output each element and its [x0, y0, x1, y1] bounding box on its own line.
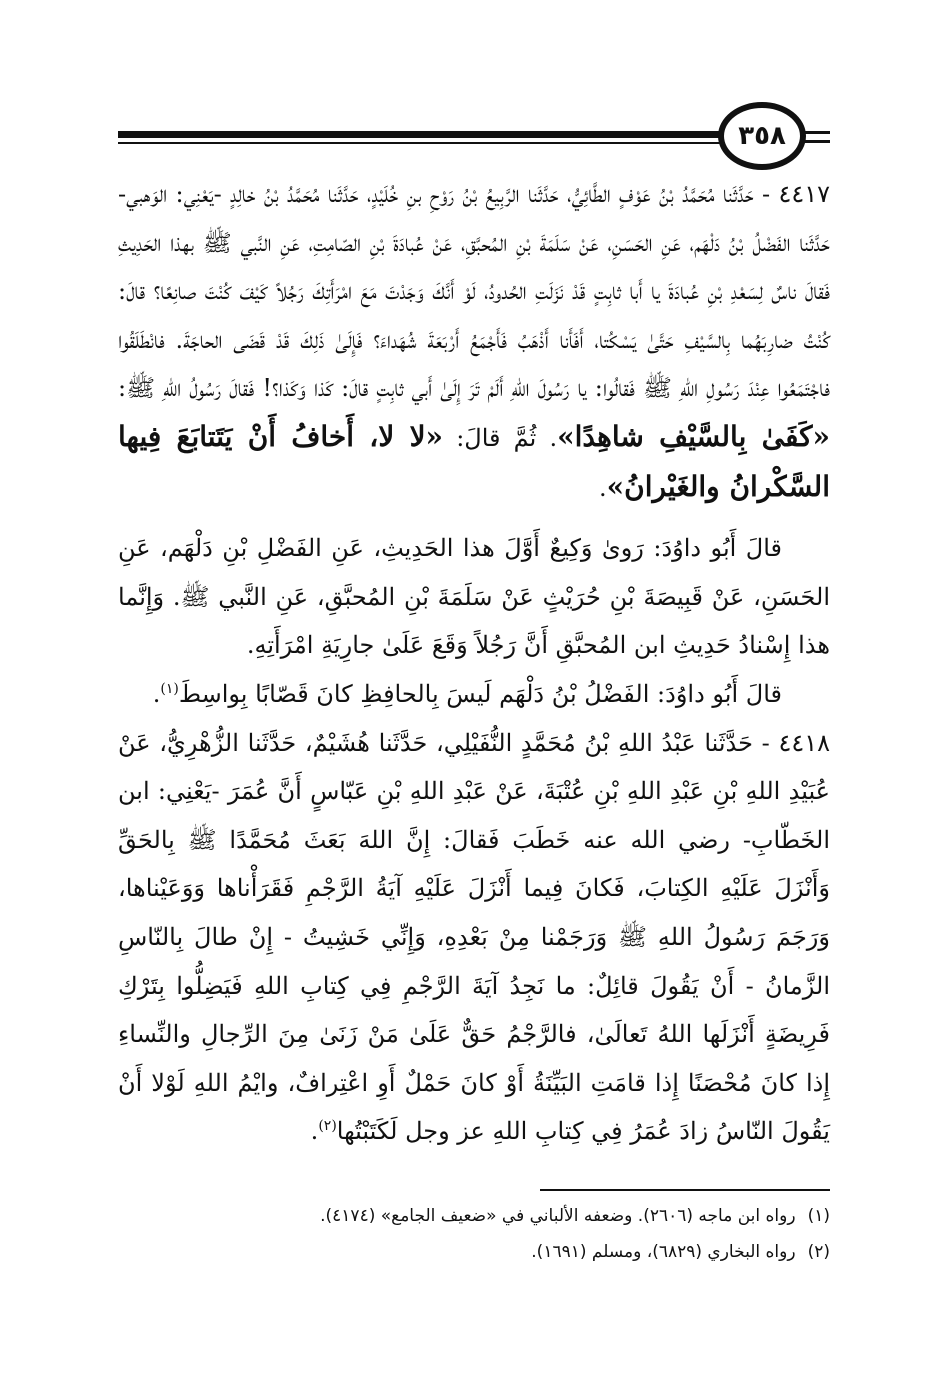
hadith-text: . ثُمَّ قالَ:	[443, 423, 558, 452]
hadith-text: - حَدَّثَنا عَبْدُ اللهِ بْنُ مُحَمَّدٍ النُّفَيْلِي، حَدَّثَنا هُشَيْمٌ، حَدَّثَنا الزُّهْرِيُّ، عَنْ عُبَيْدِ اللهِ بْنِ عَبْدِ اللهِ بْنِ عُتْبَةَ، عَنْ عَبْدِ اللهِ بْنِ عَبّاسٍ أَنَّ عُمَرَ -يَعْنِي: ابن الخَطّابِ- رضي الله عنه خَطَبَ فَقالَ: إِنَّ اللهَ بَعَثَ مُحَمَّدًا ﷺ بِالحَقِّ وَأَنْزَلَ عَلَيْهِ الكِتابَ، فَكانَ فِيما أَنْزَلَ عَلَيْهِ آيَةُ الرَّجْمِ فَقَرَأْناها وَوَعَيْناها، وَرَجَمَ رَسُولُ اللهِ ﷺ وَرَجَمْنا مِنْ بَعْدِهِ، وَإِنِّي خَشِيتُ - إِنْ طالَ بِالنّاسِ الزَّمانُ - أَنْ يَقُولَ قائِلٌ: ما نَجِدُ آيَةَ الرَّجْمِ فِي كِتابِ اللهِ فَيَضِلُّوا بِتَرْكِ فَرِيضَةٍ أَنْزَلَها اللهُ تَعالَىٰ، فالرَّجْمُ حَقٌّ عَلَىٰ مَنْ زَنَىٰ مِنَ الرِّجالِ والنِّساءِ إِذا كانَ مُحْصَنًا إِذا قامَتِ البَيِّنَةُ أَوْ كانَ حَمْلٌ أَوِ اعْتِرافٌ، وايْمُ اللهِ لَوْلا أَنْ يَقُولَ النّاسُ زادَ عُمَرُ فِي كِتابِ اللهِ عز وجل لَكَتَبْتُها	[118, 728, 830, 1146]
header-rule-stub	[802, 131, 830, 134]
hadith-number: ٤٤١٨	[778, 728, 830, 757]
footnotes	[118, 1198, 830, 1270]
footnote-ref[interactable]: (٢)	[318, 1118, 337, 1135]
hadith-number: ٤٤١٧	[778, 180, 830, 208]
footnote-separator	[540, 1189, 830, 1191]
header-rule-thick	[118, 131, 730, 138]
abu-dawud-comment	[118, 670, 830, 719]
comment-text: قالَ أَبُو داوُدَ: الفَضْلُ بْنُ دَلْهَم لَيسَ بِالحافِظِ كانَ قَصّابًا بِواسِطَ	[178, 679, 782, 708]
page-body	[118, 170, 830, 1156]
footnote-number: (٢)	[807, 1242, 830, 1262]
hadith-4418	[118, 719, 830, 1156]
prophet-quote: «لا لا، أَخافُ أَنْ يَتَتابَعَ فِيها السَّكْرانُ والغَيْرانُ»	[118, 419, 830, 503]
footnote-ref[interactable]: (١)	[160, 680, 179, 697]
page-header	[118, 96, 830, 168]
abu-dawud-comment	[118, 524, 830, 670]
hadith-text: .	[598, 473, 607, 502]
footnote-text: رواه البخاري (٦٨٢٩)، ومسلم (١٦٩١).	[531, 1242, 796, 1262]
footnote-number: (١)	[807, 1206, 830, 1226]
hadith-4417	[118, 170, 830, 512]
footnote-item	[118, 1198, 830, 1234]
comment-text: .	[152, 679, 161, 708]
hadith-text: - حَدَّثَنا مُحَمَّدُ بْنُ عَوْفٍ الطَّائِيُّ، حَدَّثَنا الرَّبِيعُ بْنُ رَوْحِ بنِ خُلَيْدٍ، حَدَّثَنا مُحَمَّدُ بْنُ خالِدٍ -يَعْنِي: الوَهبي- حَدَّثَنا الفَضْلُ بْنُ دَلْهَم، عَنِ الحَسَنِ، عَنْ سَلَمَةَ بْنِ المُحبَّقِ، عَنْ عُبادَةَ بْنِ الصّامِتِ، عَنِ النَّبي ﷺ بهذا الحَدِيثِ فَقالَ ناسٌ لِسَعْدِ بْنِ عُبادَةَ يا أَبا ثابِتٍ قَدْ نَزَلَتِ الحُدودُ، لَوْ أَنَّكَ وَجَدْتَ مَعَ امْرَأَتِكَ رَجُلاً كَيْفَ كُنْتَ صانِعًا؟ قالَ: كُنْتُ ضارِبَهُما بِالسَّيْفِ حَتَّىٰ يَسْكُتا، أَفَأَنا أَذْهَبُ فَأَجْمَعُ أَرْبَعَةَ شُهَداءَ؟ فَإِلَىٰ ذَلِكَ قَدْ قَضَى الحاجَةَ. فانْطَلَقُوا فاجْتَمَعُوا عِنْدَ رَسُولِ اللهِ ﷺ فَقالُوا: يا رَسُولَ اللهِ أَلَمْ تَرَ إِلَىٰ أَبي ثابِتٍ قالَ: كَذا وَكَذا؟! فَقالَ رَسُولُ اللهِ ﷺ:	[118, 180, 830, 403]
footnote-item	[118, 1234, 830, 1270]
page-number: ٣٥٨	[718, 102, 806, 170]
footnote-text: رواه ابن ماجه (٢٦٠٦). وضعفه الألباني في «ضعيف الجامع» (٤١٧٤).	[320, 1206, 796, 1226]
header-rule-stub	[802, 140, 830, 143]
prophet-quote: «كَفَىٰ بِالسَّيْفِ شاهِدًا»	[557, 419, 830, 453]
header-rule-thin	[118, 142, 730, 144]
comment-text: قالَ أَبُو داوُدَ: رَوىٰ وَكِيعٌ أَوَّلَ هذا الحَدِيثِ، عَنِ الفَضْلِ بْنِ دَلْهَم، عَنِ الحَسَنِ، عَنْ قَبِيصَةَ بْنِ حُرَيْثٍ عَنْ سَلَمَةَ بْنِ المُحبَّقِ، عَنِ النَّبي ﷺ. وَإِنَّما هذا إِسْنادُ حَدِيثِ ابن المُحبَّقِ أَنَّ رَجُلاً وَقَعَ عَلَىٰ جارِيَةِ امْرَأَتِهِ.	[118, 534, 830, 660]
hadith-text: .	[310, 1117, 319, 1146]
